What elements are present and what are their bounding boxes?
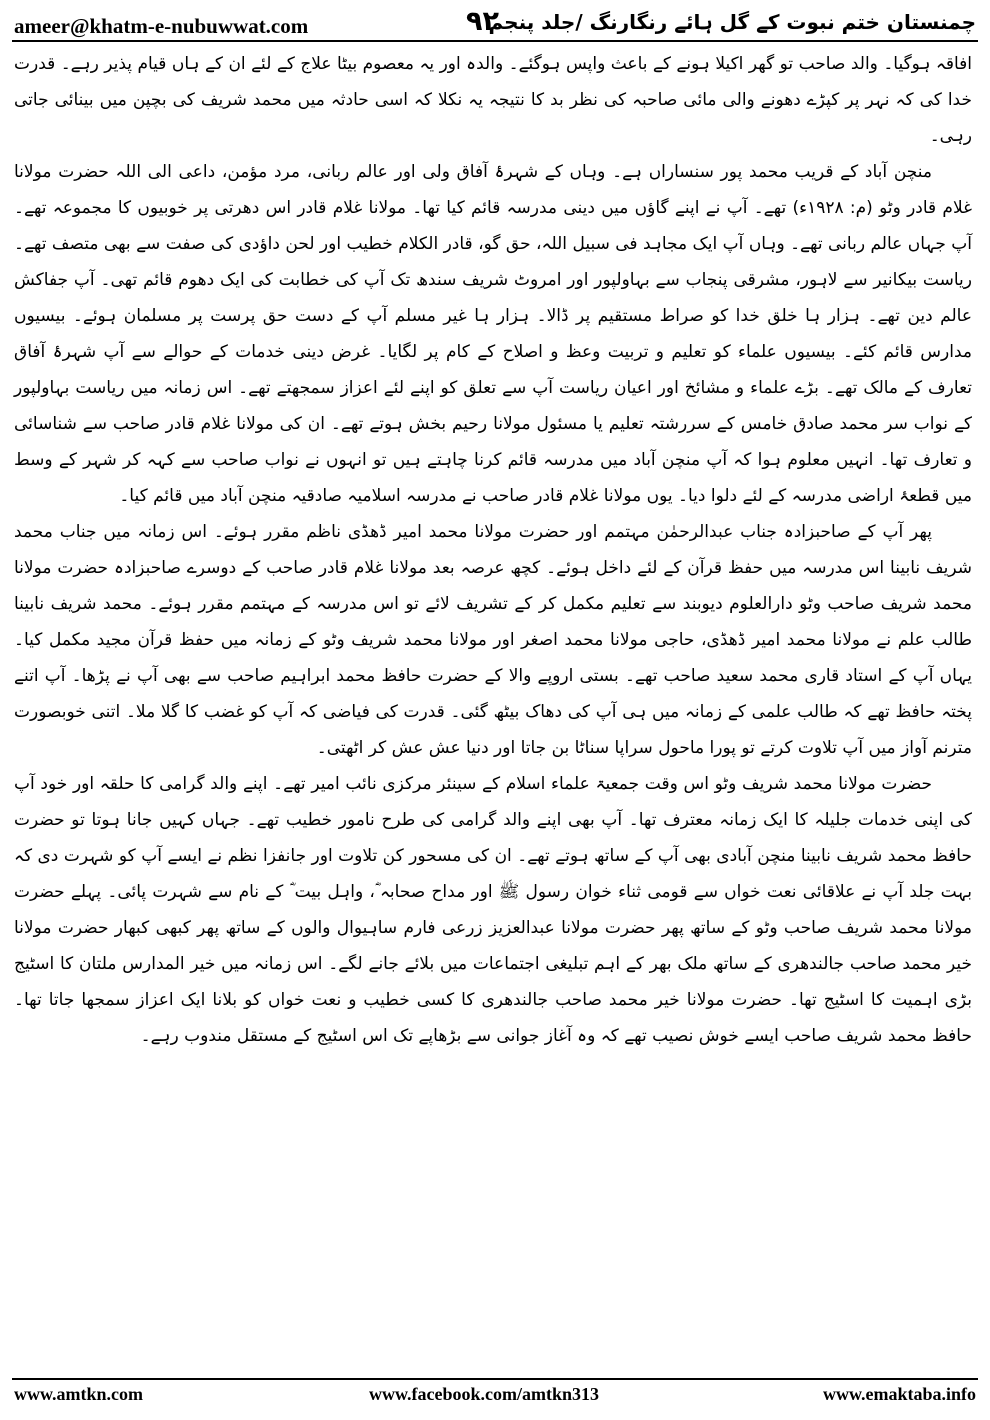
footer-link-emaktaba[interactable]: www.emaktaba.info <box>822 1384 976 1404</box>
paragraph-3: پھر آپ کے صاحبزادہ جناب عبدالرحمٰن مہتمم اور حضرت مولانا محمد امیر ڈھڈی ناظم مقرر ہوئے۔ اس زمانہ میں جناب محمد شریف نابینا اس مدرسہ میں حفظ قرآن کے لئے داخل ہوئے۔ کچھ عرصہ بعد مولانا غلام قادر صاحب کے دوسرے صاحبزادہ حضرت مولانا محمد شریف صاحب وٹو دارالعلوم دیوبند سے تعلیم مکمل کر کے تشریف لائے تو اس مدرسہ کے مہتمم مقرر ہوئے۔ محمد شریف نابینا طالب علم نے مولانا محمد امیر ڈھڈی، حاجی مولانا محمد اصغر اور مولانا محمد شریف وٹو کے زمانہ میں حفظ قرآن مجید مکمل کیا۔ یہاں آپ کے استاد قاری محمد سعید صاحب تھے۔ بستی اروپے والا کے حضرت حافظ محمد ابراہیم صاحب سے بھی آپ نے پڑھا۔ آپ اتنے پختہ حافظ تھے کہ طالب علمی کے زمانہ میں ہی آپ کی دھاک بیٹھ گئی۔ قدرت کی فیاضی کہ آپ کو غضب کا گلا ملا۔ اتنی خوبصورت مترنم آواز میں آپ تلاوت کرتے تو پورا ماحول سراپا سناٹا بن جاتا اور دنیا عش عش کر اٹھتی۔ <box>14 522 972 758</box>
footer-link-amtkn[interactable]: www.amtkn.com <box>14 1384 143 1404</box>
footer-link-facebook[interactable]: www.facebook.com/amtkn313 <box>369 1384 599 1404</box>
footer-divider <box>12 1378 978 1380</box>
book-title: چمنستان ختم نبوت کے گل ہائے رنگارنگ /جلد پنجم <box>488 10 976 34</box>
header-email: ameer@khatm-e-nubuwwat.com <box>14 14 309 38</box>
page-number: ۹۲ <box>466 6 499 37</box>
page-body <box>14 46 972 1372</box>
header-divider <box>12 40 978 42</box>
paragraph-4: حضرت مولانا محمد شریف وٹو اس وقت جمعیۃ علماء اسلام کے سینئر مرکزی نائب امیر تھے۔ اپنے والد گرامی کا حلقہ اور خود آپ کی اپنی خدمات جلیلہ کا ایک زمانہ معترف تھا۔ آپ بھی اپنے والد گرامی کی طرح نامور خطیب تھے۔ جہاں کہیں جانا ہوتا تو حضرت حافظ محمد شریف نابینا منچن آبادی بھی آپ کے ساتھ ہوتے تھے۔ ان کی مسحور کن تلاوت اور جانفزا نظم نے ایسے آپ کو شہرت دی کہ بہت جلد آپ نے علاقائی نعت خواں سے قومی ثناء خوان رسول ﷺ اور مداح صحابہ ؓ، واہل بیت ؓ کے نام سے شہرت پائی۔ پہلے حضرت مولانا محمد شریف صاحب وٹو کے ساتھ پھر حضرت مولانا عبدالعزیز زرعی فارم ساہیوال والوں کے ساتھ پھر کبھی کبھار حضرت مولانا خیر محمد صاحب جالندھری کے ساتھ ملک بھر کے اہم تبلیغی اجتماعات میں بلائے جانے لگے۔ اس زمانہ میں خیر المدارس ملتان کا اسٹیج بڑی اہمیت کا اسٹیج تھا۔ حضرت مولانا خیر محمد صاحب جالندھری کا کسی خطیب و نعت خواں کو بلانا ایک اعزاز سمجھا جاتا تھا۔ حافظ محمد شریف صاحب ایسے خوش نصیب تھے کہ وہ آغاز جوانی سے بڑھاپے تک اس اسٹیج کے مستقل مندوب رہے۔ <box>14 774 972 1046</box>
page-header <box>14 6 976 40</box>
paragraph-2: منچن آباد کے قریب محمد پور سنساراں ہے۔ وہاں کے شہرۂ آفاق ولی اور عالم ربانی، مرد مؤمن، داعی الی اللہ حضرت مولانا غلام قادر وٹو (م: ۱۹۲۸ء) تھے۔ آپ نے اپنے گاؤں میں دینی مدرسہ قائم کیا تھا۔ مولانا غلام قادر اس دھرتی پر خوبیوں کا مجموعہ تھے۔ آپ جہاں عالم ربانی تھے۔ وہاں آپ ایک مجاہد فی سبیل اللہ، حق گو، قادر الکلام خطیب اور لحن داؤدی کی صفت سے بھی متصف تھے۔ ریاست بیکانیر سے لاہور، مشرقی پنجاب سے بہاولپور اور امروٹ شریف سندھ تک آپ کی خطابت کی ایک دھوم قائم تھی۔ آپ جفاکش عالم دین تھے۔ ہزار ہا خلق خدا کو صراط مستقیم پر ڈالا۔ ہزار ہا غیر مسلم آپ کے دست حق پرست پر مسلمان ہوئے۔ بیسیوں مدارس قائم کئے۔ بیسیوں علماء کو تعلیم و تربیت وعظ و اصلاح کے کام پر لگایا۔ غرض دینی خدمات کے حوالے سے آپ شہرۂ آفاق تعارف کے مالک تھے۔ بڑے علماء و مشائخ اور اعیان ریاست آپ سے تعلق کو اپنے لئے اعزاز سمجھتے تھے۔ اس زمانہ میں ریاست بہاولپور کے نواب سر محمد صادق خامس کے سررشتہ تعلیم یا مسئول مولانا رحیم بخش ہوتے تھے۔ ان کی مولانا غلام قادر صاحب سے شناسائی و تعارف تھا۔ انہیں معلوم ہوا کہ آپ منچن آباد میں مدرسہ قائم کرنا چاہتے ہیں تو انہوں نے نواب صاحب سے کہہ کر شہر کے وسط میں قطعۂ اراضی مدرسہ کے لئے دلوا دیا۔ یوں مولانا غلام قادر صاحب نے مدرسہ اسلامیہ صادقیہ منچن آباد میں قائم کیا۔ <box>14 162 972 506</box>
page-footer <box>14 1384 976 1410</box>
paragraph-1: افاقہ ہوگیا۔ والد صاحب تو گھر اکیلا ہونے کے باعث واپس ہوگئے۔ والدہ اور یہ معصوم بیٹا علاج کے لئے ان کے ہاں قیام پذیر رہے۔ قدرت خدا کی کہ نہر پر کپڑے دھونے والی مائی صاحبہ کی نظر بد کا نتیجہ یہ نکلا کہ اسی حادثہ میں محمد شریف کی بچپن میں بینائی جاتی رہی۔ <box>14 54 972 146</box>
